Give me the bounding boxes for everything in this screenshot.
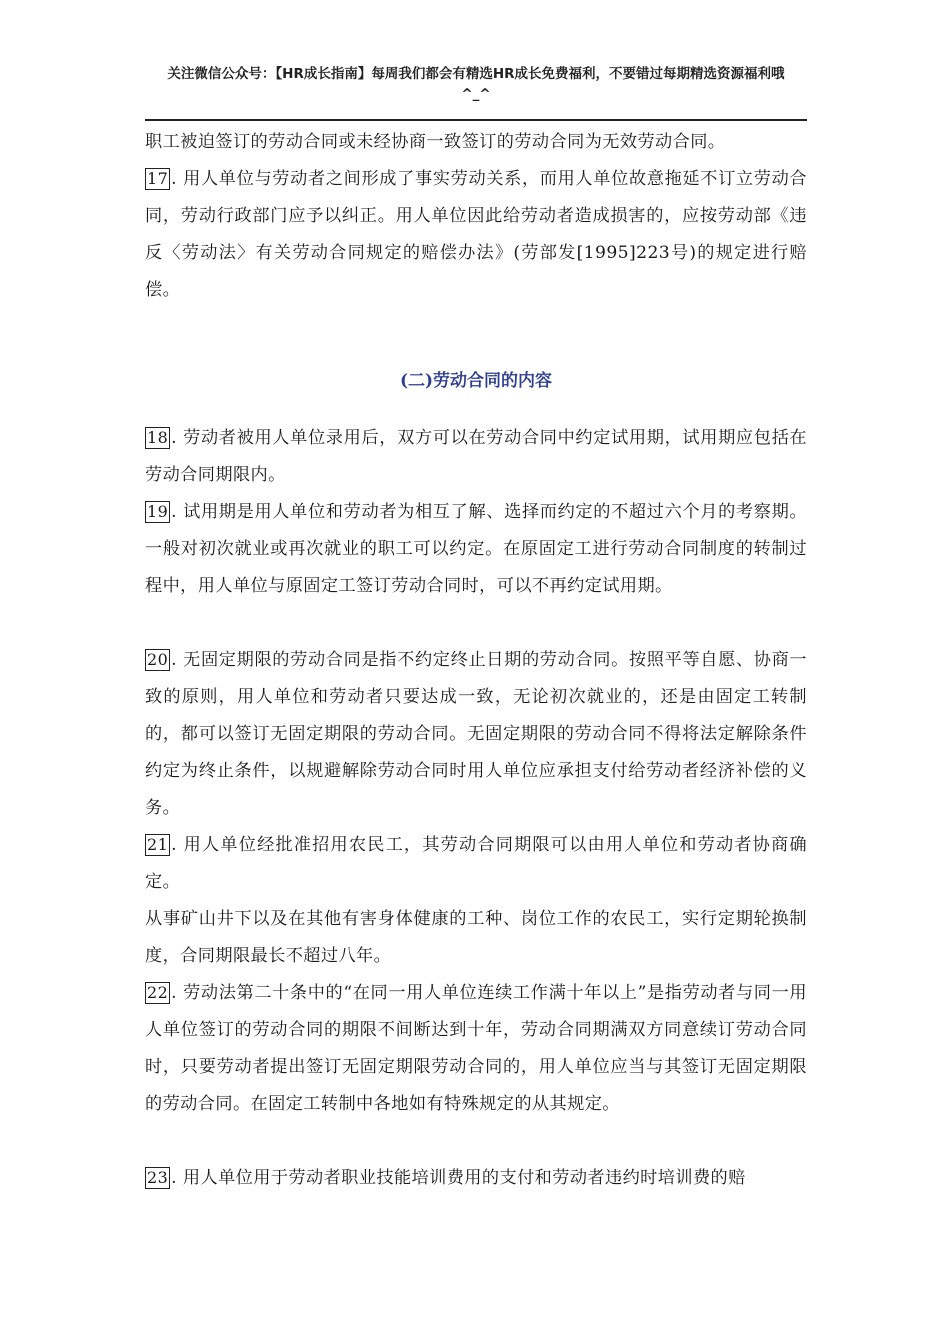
item-19: [145, 494, 807, 605]
item-23: [145, 1160, 807, 1197]
item-text: . 劳动法第二十条中的“在同一用人单位连续工作满十年以上”是指劳动者与同一用人单位签订的劳动合同的期限不间断达到十年，劳动合同期满双方同意续订劳动合同时，只要劳动者提出签订无固定期限劳动合同的，用人单位应当与其签订无固定期限的劳动合同。在固定工转制中各地如有特殊规定的从其规定。: [145, 983, 807, 1114]
header-line-2: ^_^: [461, 86, 491, 102]
continuation-paragraph: 职工被迫签订的劳动合同或未经协商一致签订的劳动合同为无效劳动合同。: [145, 132, 726, 152]
item-20: [145, 642, 807, 827]
item-17: [145, 161, 807, 309]
item-number: 20: [147, 650, 169, 669]
header-line-1: 关注微信公众号：【HR成长指南】每周我们都会有精选HR成长免费福利，不要错过每期精选资源福利哦: [167, 66, 785, 82]
item-number: 19: [147, 502, 169, 521]
item-text: . 用人单位用于劳动者职业技能培训费用的支付和劳动者违约时培训费的赔: [171, 1168, 746, 1188]
item-18: [145, 420, 807, 494]
header-rule: [145, 119, 807, 121]
item-number: 23: [147, 1168, 169, 1187]
page-header: [145, 64, 807, 104]
item-text: . 无固定期限的劳动合同是指不约定终止日期的劳动合同。按照平等自愿、协商一致的原则，用人单位和劳动者只要达成一致，无论初次就业的，还是由固定工转制的，都可以签订无固定期限的劳动合同。无固定期限的劳动合同不得将法定解除条件约定为终止条件，以规避解除劳动合同时用人单位应承担支付给劳动者经济补偿的义务。: [145, 650, 807, 818]
item-text: . 劳动者被用人单位录用后，双方可以在劳动合同中约定试用期，试用期应包括在劳动合同期限内。: [145, 428, 807, 485]
item-21-continued: [145, 901, 807, 975]
item-number: 17: [147, 169, 169, 188]
item-text: 从事矿山井下以及在其他有害身体健康的工种、岗位工作的农民工，实行定期轮换制度，合同期限最长不超过八年。: [145, 909, 807, 966]
item-number: 18: [147, 428, 169, 447]
item-22: [145, 975, 807, 1123]
item-text: . 用人单位经批准招用农民工，其劳动合同期限可以由用人单位和劳动者协商确定。: [145, 835, 807, 892]
item-21: [145, 827, 807, 901]
item-text: . 用人单位与劳动者之间形成了事实劳动关系，而用人单位故意拖延不订立劳动合同，劳动行政部门应予以纠正。用人单位因此给劳动者造成损害的，应按劳动部《违反〈劳动法〉有关劳动合同规定的赔偿办法》(劳部发[1995]223号)的规定进行赔偿。: [145, 169, 807, 300]
item-text: . 试用期是用人单位和劳动者为相互了解、选择而约定的不超过六个月的考察期。一般对初次就业或再次就业的职工可以约定。在原固定工进行劳动合同制度的转制过程中，用人单位与原固定工签订劳动合同时，可以不再约定试用期。: [145, 502, 807, 596]
section-title: (二)劳动合同的内容: [399, 371, 553, 391]
item-number: 21: [147, 835, 169, 854]
item-number: 22: [147, 983, 169, 1002]
